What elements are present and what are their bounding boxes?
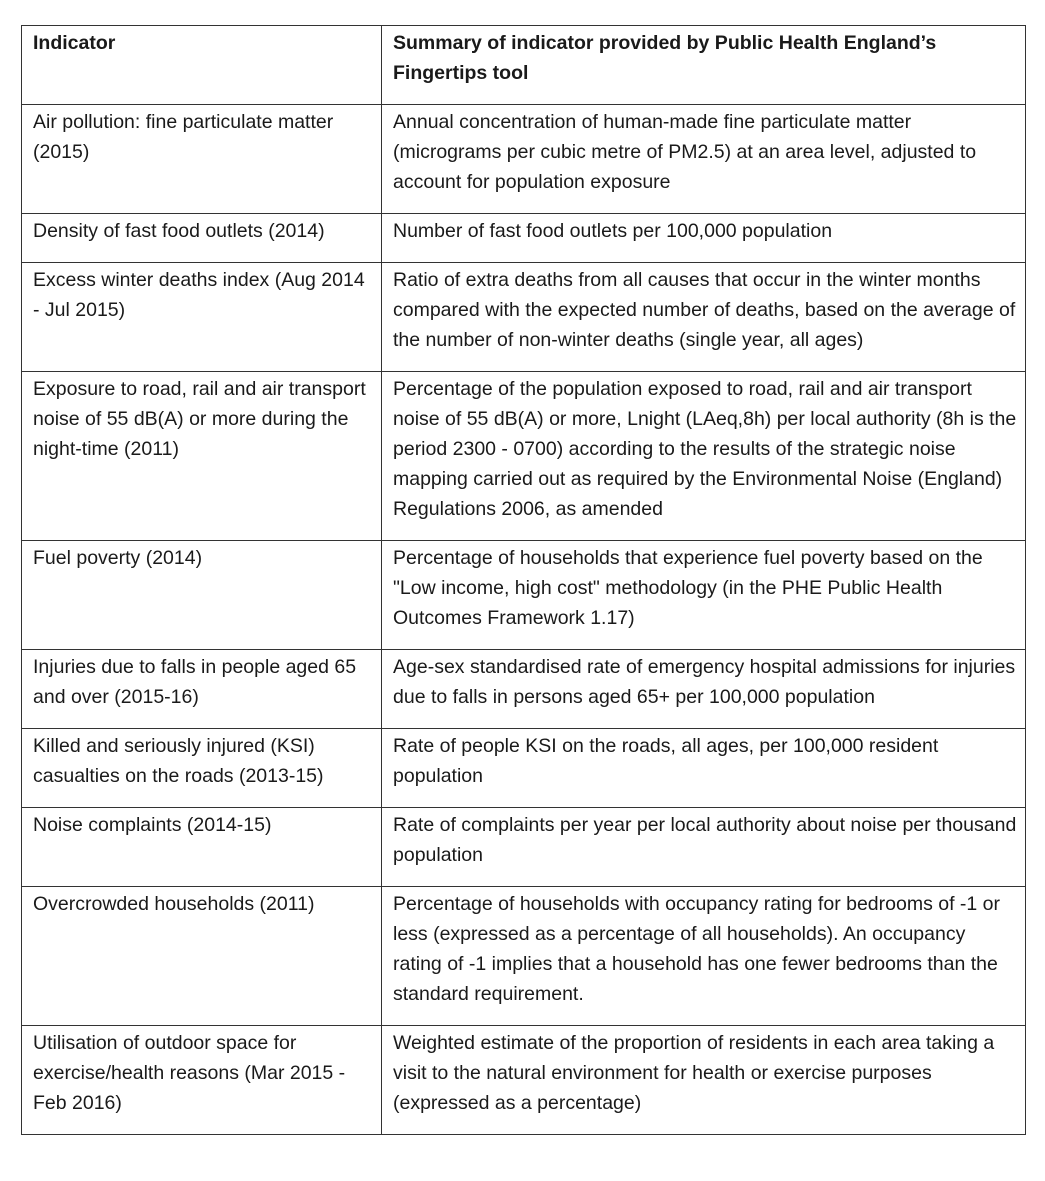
summary-cell: Percentage of the population exposed to road, rail and air transport noise of 55 dB(A) or more, Lnight (LAeq,8h) per local authority (8h is the period 2300 - 0700) according to the results of the strategic noise mapping carried out as required by the Environmental Noise (England) Regulations 2006, as amended [382, 372, 1026, 541]
indicator-cell: Utilisation of outdoor space for exercise/health reasons (Mar 2015 - Feb 2016) [22, 1026, 382, 1135]
table-row [22, 541, 1026, 650]
summary-cell: Ratio of extra deaths from all causes that occur in the winter months compared with the expected number of deaths, based on the average of the number of non-winter deaths (single year, all ages) [382, 263, 1026, 372]
table-row [22, 263, 1026, 372]
indicator-cell: Killed and seriously injured (KSI) casualties on the roads (2013-15) [22, 729, 382, 808]
table-row [22, 214, 1026, 263]
table-row [22, 105, 1026, 214]
indicator-cell: Air pollution: fine particulate matter (2015) [22, 105, 382, 214]
indicator-cell: Overcrowded households (2011) [22, 887, 382, 1026]
indicator-cell: Density of fast food outlets (2014) [22, 214, 382, 263]
table-row [22, 729, 1026, 808]
indicator-cell: Exposure to road, rail and air transport noise of 55 dB(A) or more during the night-time (2011) [22, 372, 382, 541]
header-indicator: Indicator [22, 26, 382, 105]
summary-cell: Rate of complaints per year per local authority about noise per thousand population [382, 808, 1026, 887]
summary-cell: Rate of people KSI on the roads, all ages, per 100,000 resident population [382, 729, 1026, 808]
summary-cell: Percentage of households that experience fuel poverty based on the "Low income, high cost" methodology (in the PHE Public Health Outcomes Framework 1.17) [382, 541, 1026, 650]
table-row [22, 372, 1026, 541]
indicator-cell: Excess winter deaths index (Aug 2014 - Jul 2015) [22, 263, 382, 372]
indicator-cell: Fuel poverty (2014) [22, 541, 382, 650]
indicator-cell: Noise complaints (2014-15) [22, 808, 382, 887]
table-row [22, 887, 1026, 1026]
table-header-row [22, 26, 1026, 105]
summary-cell: Percentage of households with occupancy rating for bedrooms of -1 or less (expressed as a percentage of all households). An occupancy rating of -1 implies that a household has one fewer bedrooms than the standard requirement. [382, 887, 1026, 1026]
table-row [22, 650, 1026, 729]
indicator-table [21, 25, 1026, 1135]
summary-cell: Number of fast food outlets per 100,000 population [382, 214, 1026, 263]
summary-cell: Age-sex standardised rate of emergency hospital admissions for injuries due to falls in persons aged 65+ per 100,000 population [382, 650, 1026, 729]
table-row [22, 1026, 1026, 1135]
indicator-cell: Injuries due to falls in people aged 65 and over (2015-16) [22, 650, 382, 729]
table-row [22, 808, 1026, 887]
summary-cell: Weighted estimate of the proportion of residents in each area taking a visit to the natural environment for health or exercise purposes (expressed as a percentage) [382, 1026, 1026, 1135]
header-summary: Summary of indicator provided by Public Health England’s Fingertips tool [382, 26, 1026, 105]
summary-cell: Annual concentration of human-made fine particulate matter (micrograms per cubic metre of PM2.5) at an area level, adjusted to account for population exposure [382, 105, 1026, 214]
